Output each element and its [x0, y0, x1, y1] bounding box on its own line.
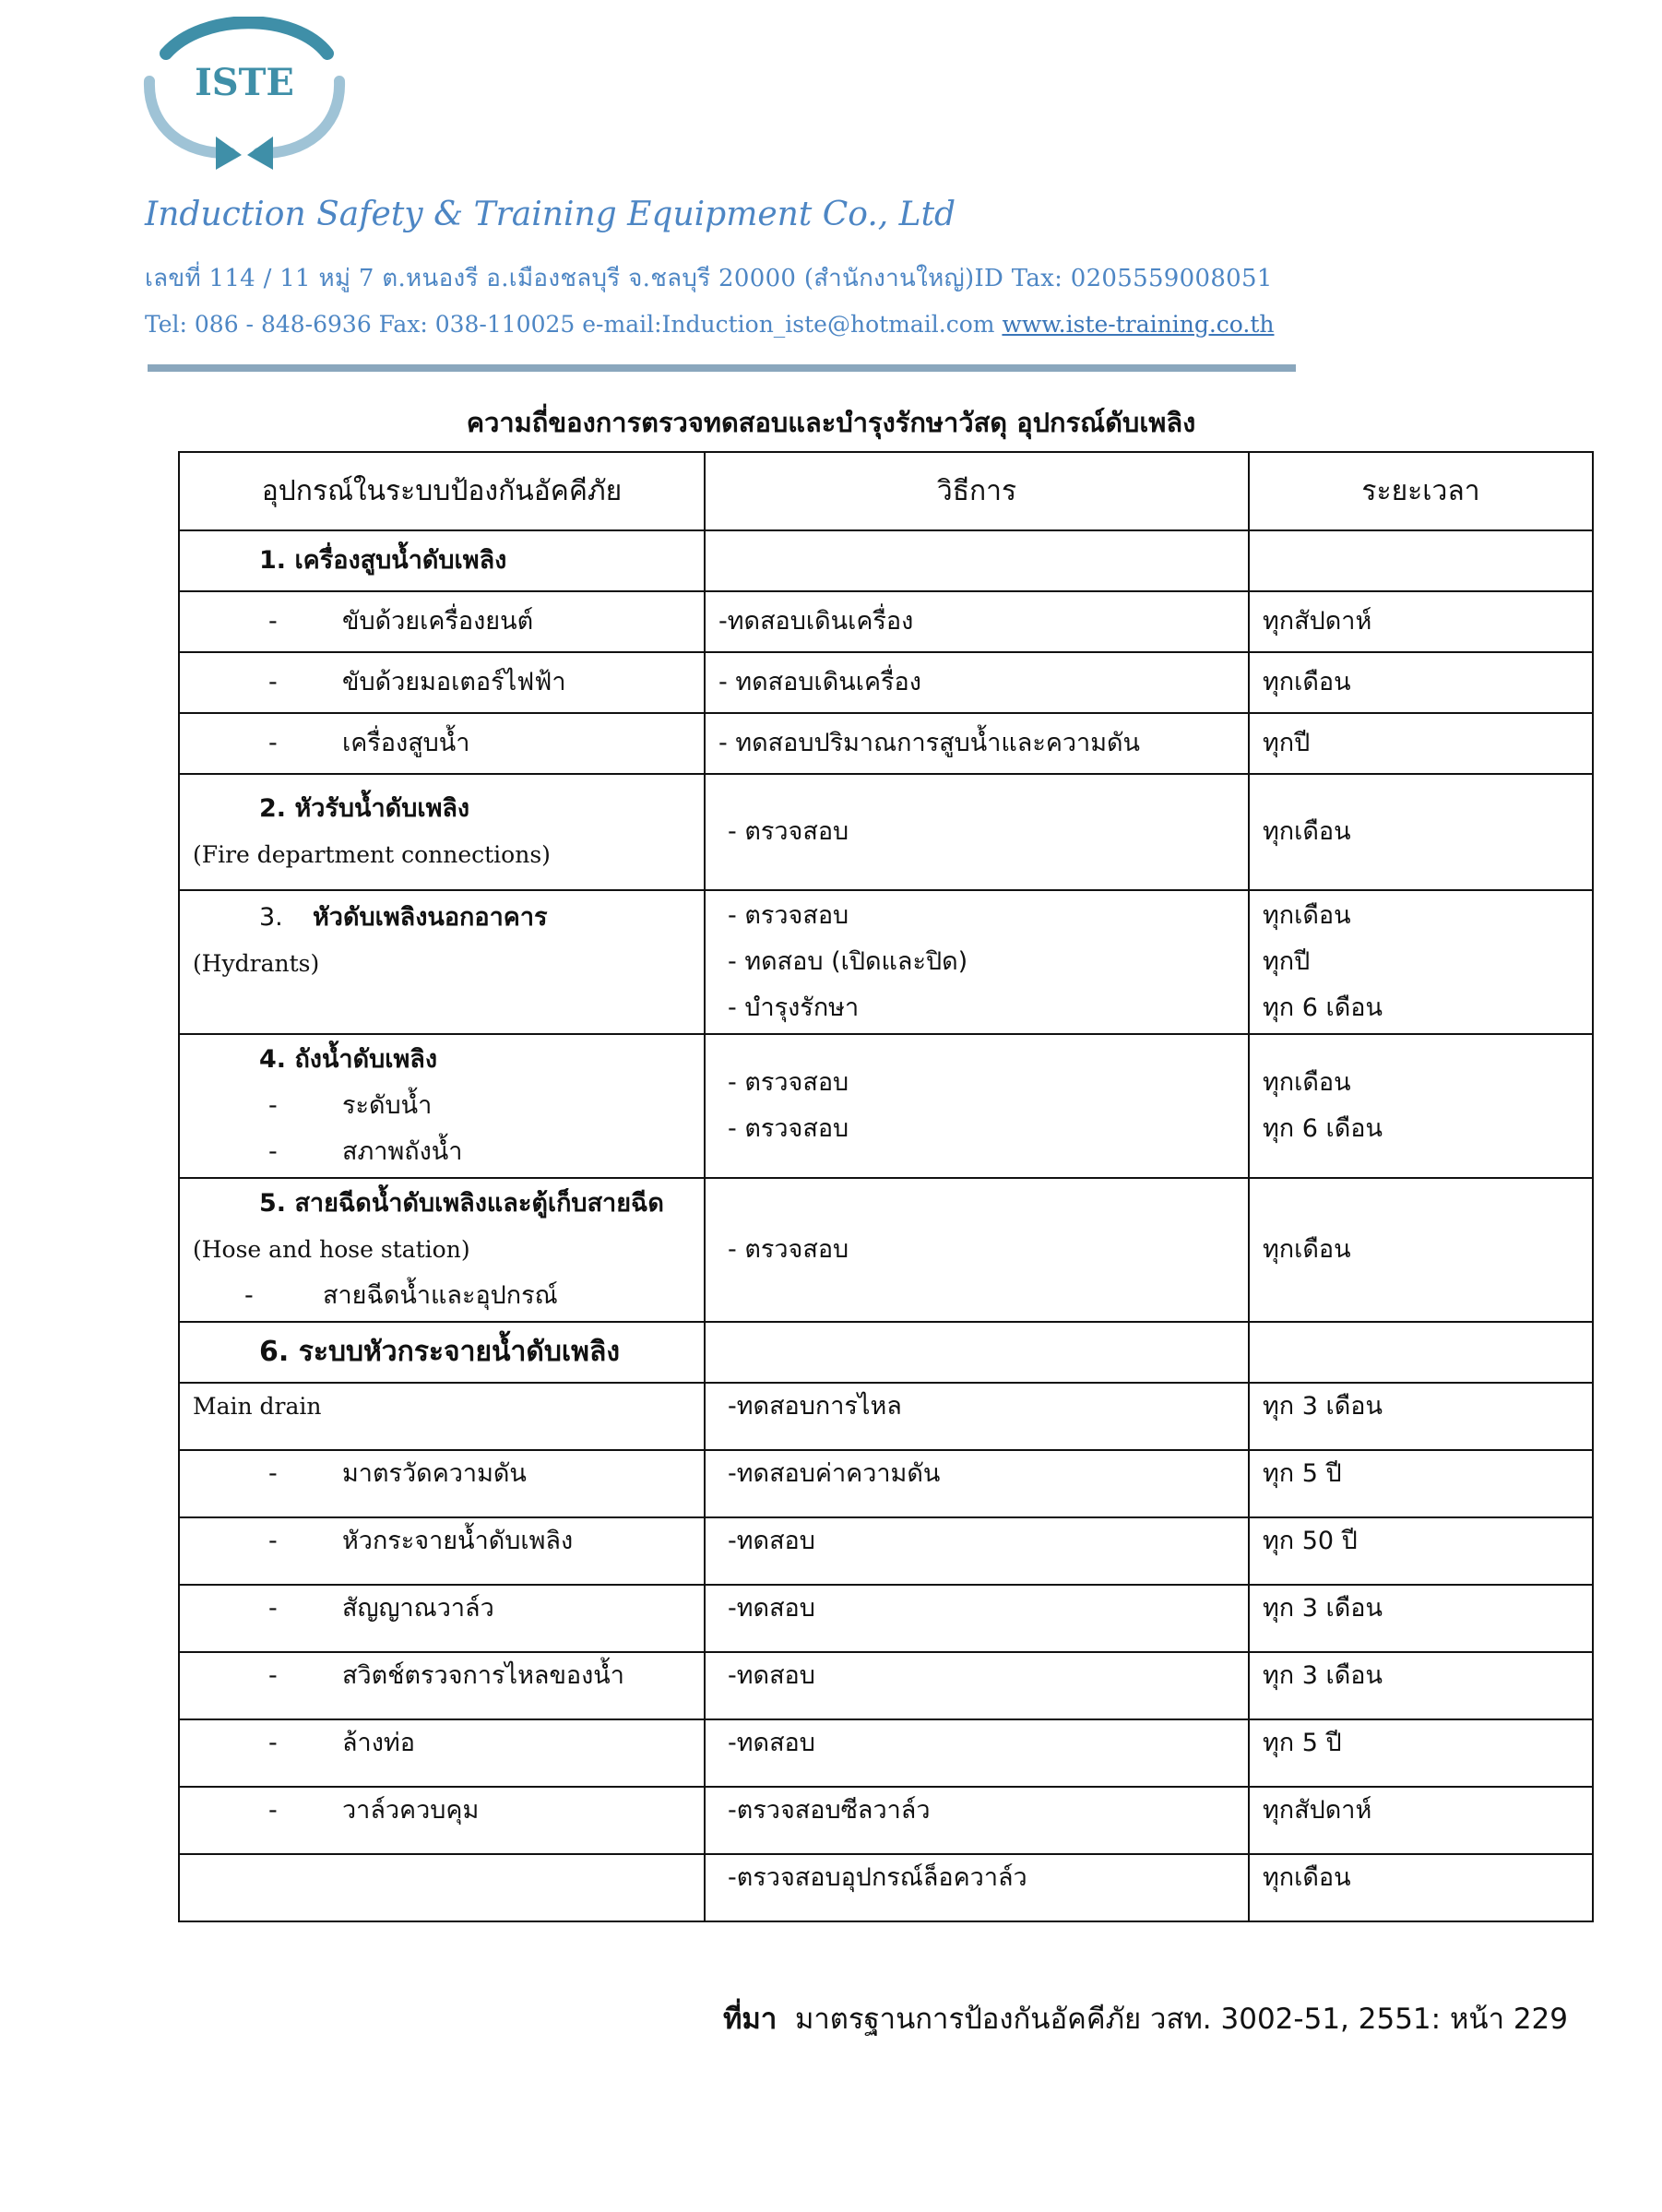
period-cell: ทุกปี	[1263, 729, 1311, 757]
period-cell: ทุก 5 ปี	[1263, 1729, 1342, 1757]
method-cell: - ทดสอบ (เปิดและปิด)	[728, 947, 968, 976]
table-row	[179, 591, 1593, 652]
method-cell: -ทดสอบเดินเครื่อง	[718, 607, 914, 636]
section-heading: 2. หัวรับน้ำดับเพลิง	[259, 794, 470, 823]
company-logo	[138, 17, 350, 173]
table-row	[179, 1034, 1593, 1178]
equipment-item: Main drain	[193, 1393, 322, 1420]
method-cell: - ตรวจสอบ	[728, 1114, 849, 1143]
method-cell: -ตรวจสอบอุปกรณ์ล็อควาล์ว	[728, 1863, 1027, 1892]
period-cell: ทุก 6 เดือน	[1263, 993, 1383, 1022]
header-divider	[148, 364, 1296, 372]
method-cell: -ทดสอบการไหล	[728, 1392, 902, 1421]
method-cell: - ตรวจสอบ	[728, 817, 849, 846]
list-dash: -	[244, 1281, 254, 1310]
table-row	[179, 1652, 1593, 1719]
method-cell: -ทดสอบค่าความดัน	[728, 1459, 941, 1488]
period-cell: ทุกปี	[1263, 947, 1311, 976]
equipment-item: สวิตช์ตรวจการไหลของน้ำ	[342, 1661, 624, 1690]
method-cell: - ตรวจสอบ	[728, 1068, 849, 1097]
method-cell: - ตรวจสอบ	[728, 901, 849, 930]
contact-details: Tel: 086 - 848-6936 Fax: 038-110025 e-mail:Induction_iste@hotmail.com	[145, 311, 995, 338]
table-row	[179, 1322, 1593, 1383]
section-heading: 4. ถังน้ำดับเพลิง	[259, 1045, 438, 1074]
maintenance-table	[178, 451, 1594, 1922]
table-row	[179, 774, 1593, 890]
equipment-item: สัญญาณวาล์ว	[342, 1594, 494, 1623]
list-dash: -	[268, 1459, 278, 1488]
list-dash: -	[268, 1729, 278, 1757]
table-row	[179, 1517, 1593, 1585]
english-name: (Hose and hose station)	[193, 1236, 470, 1263]
list-dash: -	[268, 1137, 278, 1166]
col-header-method: วิธีการ	[705, 452, 1249, 530]
period-cell: ทุกสัปดาห์	[1263, 1796, 1372, 1825]
english-name: (Hydrants)	[193, 950, 320, 977]
list-dash: -	[268, 607, 278, 636]
period-cell: ทุก 3 เดือน	[1263, 1594, 1383, 1623]
list-dash: -	[268, 729, 278, 757]
table-row	[179, 1854, 1593, 1921]
company-contact	[145, 311, 1274, 338]
document-title: ความถี่ของการตรวจทดสอบและบำรุงรักษาวัสดุ อุปกรณ์ดับเพลิง	[466, 407, 1196, 438]
source-text: มาตรฐานการป้องกันอัคคีภัย วสท. 3002-51, 2551: หน้า 229	[794, 2003, 1568, 2036]
method-cell: - ทดสอบเดินเครื่อง	[718, 668, 921, 696]
col-header-period: ระยะเวลา	[1249, 452, 1593, 530]
period-cell: ทุกเดือน	[1263, 1068, 1351, 1097]
table-row	[179, 1450, 1593, 1517]
section-heading: 6. ระบบหัวกระจายน้ำดับเพลิง	[259, 1336, 620, 1368]
period-cell: ทุก 3 เดือน	[1263, 1392, 1383, 1421]
section-heading: 5. สายฉีดน้ำดับเพลิงและตู้เก็บสายฉีด	[259, 1189, 664, 1218]
period-cell: ทุก 50 ปี	[1263, 1527, 1358, 1555]
list-dash: -	[268, 1527, 278, 1555]
method-cell: -ทดสอบ	[728, 1729, 815, 1757]
equipment-item: ระดับน้ำ	[342, 1091, 433, 1120]
table-row	[179, 1719, 1593, 1787]
list-dash: -	[268, 1661, 278, 1690]
equipment-item: ขับด้วยเครื่องยนต์	[342, 607, 534, 636]
period-cell: ทุกเดือน	[1263, 1863, 1351, 1892]
equipment-item: มาตรวัดความดัน	[342, 1459, 527, 1488]
col-header-equipment: อุปกรณ์ในระบบป้องกันอัคคีภัย	[179, 452, 705, 530]
method-cell: -ทดสอบ	[728, 1661, 815, 1690]
list-dash: -	[268, 668, 278, 696]
list-dash: -	[268, 1091, 278, 1120]
table-row	[179, 530, 1593, 591]
logo-text: ISTE	[195, 61, 294, 104]
english-name: (Fire department connections)	[193, 841, 551, 868]
period-cell: ทุก 5 ปี	[1263, 1459, 1342, 1488]
equipment-item: สภาพถังน้ำ	[342, 1137, 463, 1166]
equipment-item: เครื่องสูบน้ำ	[342, 729, 470, 757]
equipment-item: ขับด้วยมอเตอร์ไฟฟ้า	[342, 668, 566, 696]
source-note	[723, 1995, 1568, 2041]
equipment-item: หัวกระจายน้ำดับเพลิง	[342, 1527, 574, 1555]
method-cell: - ตรวจสอบ	[728, 1235, 849, 1264]
period-cell: ทุกเดือน	[1263, 668, 1351, 696]
period-cell: ทุกสัปดาห์	[1263, 607, 1372, 636]
table-header-row	[179, 452, 1593, 530]
period-cell: ทุก 6 เดือน	[1263, 1114, 1383, 1143]
table-row	[179, 1178, 1593, 1322]
table-row	[179, 713, 1593, 774]
source-label: ที่มา	[722, 2003, 778, 2036]
website-link[interactable]: www.iste-training.co.th	[1002, 311, 1275, 338]
company-name: Induction Safety & Training Equipment Co., Ltd	[145, 196, 956, 233]
method-cell: -ทดสอบ	[728, 1594, 815, 1623]
method-cell: - ทดสอบปริมาณการสูบน้ำและความดัน	[718, 729, 1141, 757]
table-row	[179, 1787, 1593, 1854]
table-row	[179, 890, 1593, 1034]
company-address: เลขที่ 114 / 11 หมู่ 7 ต.หนองรี อ.เมืองชลบุรี จ.ชลบุรี 20000 (สำนักงานใหญ่)ID Tax: 0205559008051	[145, 265, 1273, 292]
table-row	[179, 1585, 1593, 1652]
method-cell: - บำรุงรักษา	[728, 993, 860, 1022]
equipment-item: วาล์วควบคุม	[342, 1796, 480, 1825]
table-row	[179, 1383, 1593, 1450]
section-number: 3.	[259, 903, 283, 932]
list-dash: -	[268, 1796, 278, 1825]
period-cell: ทุกเดือน	[1263, 901, 1351, 930]
section-heading: 1. เครื่องสูบน้ำดับเพลิง	[179, 530, 705, 591]
period-cell: ทุก 3 เดือน	[1263, 1661, 1383, 1690]
equipment-item: สายฉีดน้ำและอุปกรณ์	[323, 1281, 558, 1310]
method-cell: -ตรวจสอบซีลวาล์ว	[728, 1796, 931, 1825]
method-cell: -ทดสอบ	[728, 1527, 815, 1555]
list-dash: -	[268, 1594, 278, 1623]
table-row	[179, 652, 1593, 713]
period-cell: ทุกเดือน	[1263, 1235, 1351, 1264]
equipment-item: ล้างท่อ	[342, 1729, 415, 1757]
section-heading: หัวดับเพลิงนอกอาคาร	[313, 903, 548, 932]
period-cell: ทุกเดือน	[1263, 817, 1351, 846]
